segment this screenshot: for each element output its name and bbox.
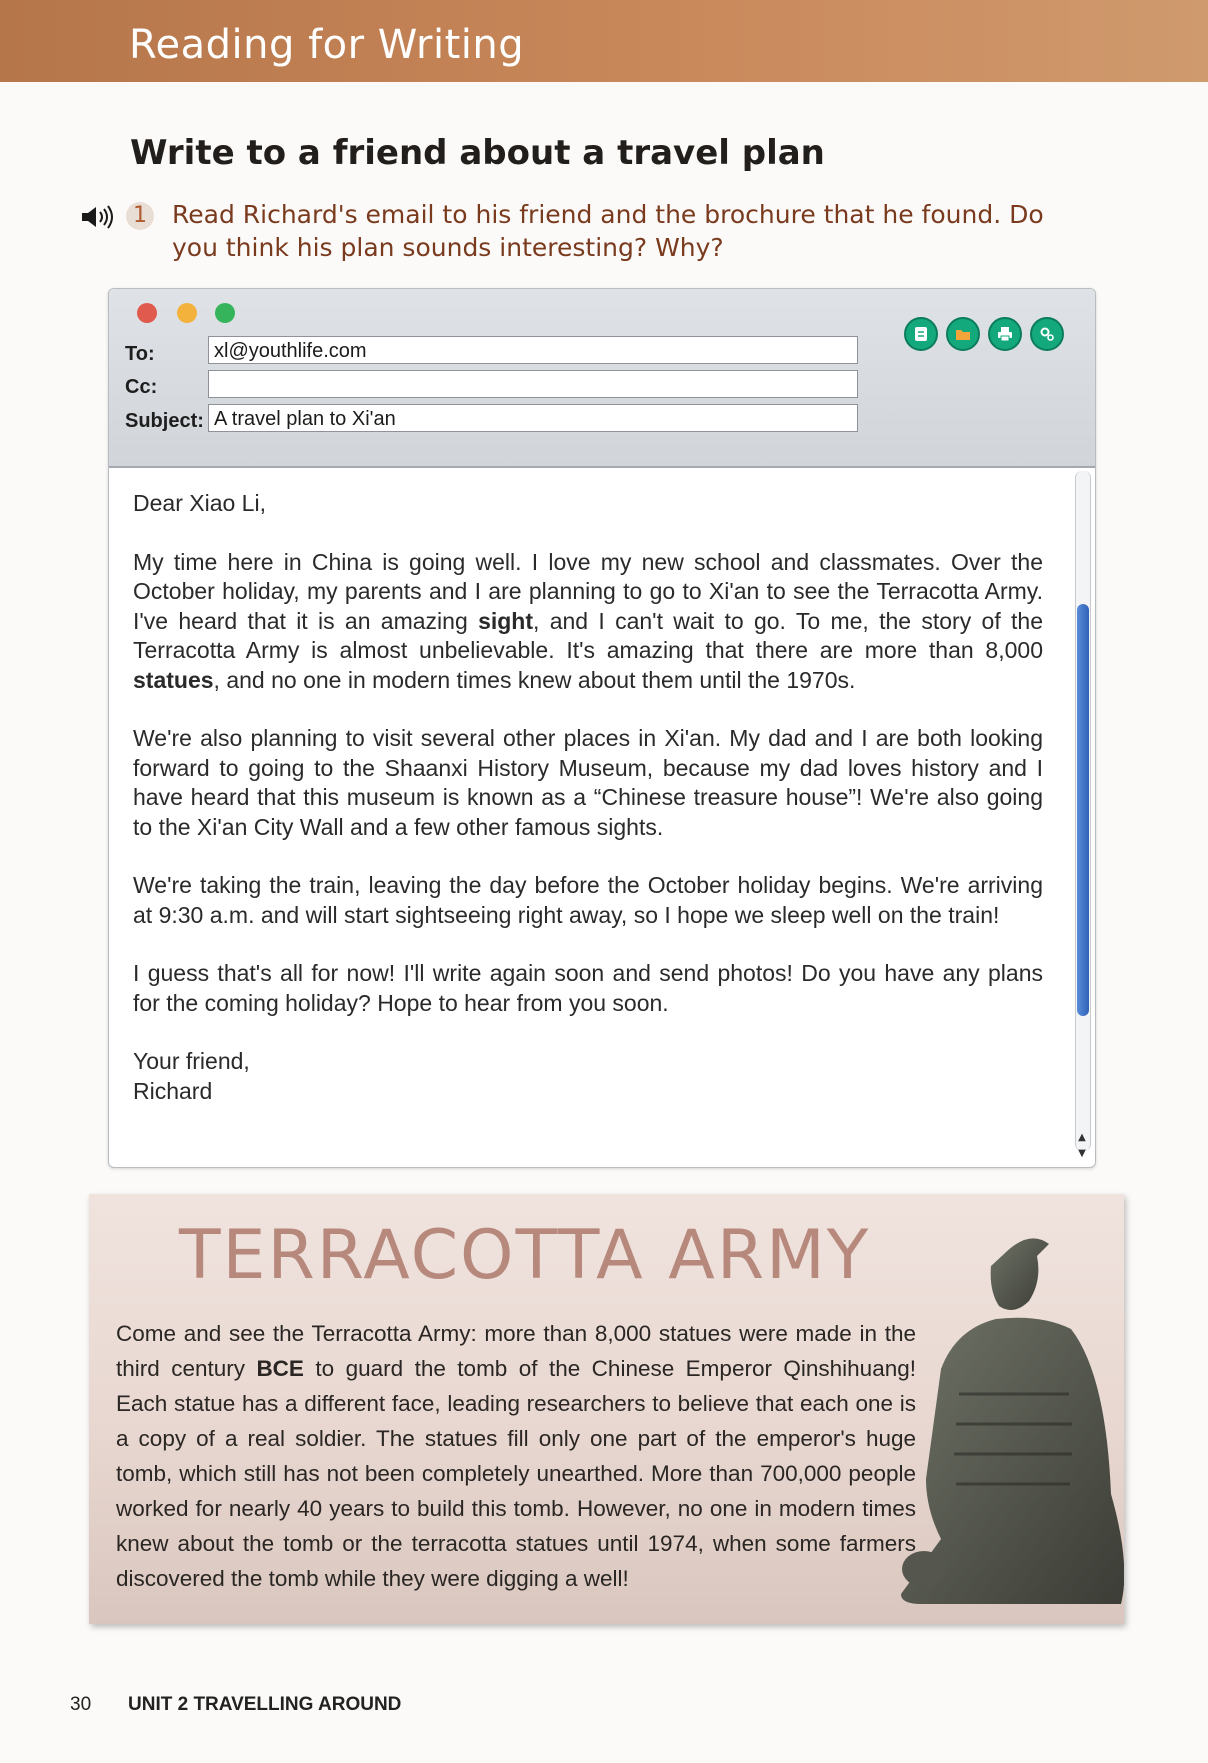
brochure-text: Come and see the Terracotta Army: more than 8,000 statues were made in the third century BCE to guard the tomb of the Chinese Emperor Qinshihuang! Each statue has a different face, leading researchers to believe that each one is a copy of a real soldier. The statues fill only one part of the emperor's huge tomb, which still has not been completely unearthed. More than 700,000 people worked for nearly 40 years to build this tomb. However, no one in modern times knew about the tomb or the terracotta statues until 1974, when some farmers discovered the tomb while they were digging a well! bbox=[116, 1321, 916, 1591]
vocab-sight: sight bbox=[478, 607, 534, 634]
subject-label: Subject: bbox=[125, 410, 204, 432]
to-label: To: bbox=[125, 343, 155, 365]
note-icon[interactable] bbox=[904, 317, 938, 351]
brochure-title: TERRACOTTA ARMY bbox=[179, 1216, 871, 1295]
email-body bbox=[133, 489, 1043, 1106]
subject-field[interactable]: A travel plan to Xi'an bbox=[208, 404, 858, 432]
task-instruction: Read Richard's email to his friend and the brochure that he found. Do you think his plan sounds interesting? Why? bbox=[172, 200, 1044, 262]
section-banner bbox=[0, 0, 1208, 82]
email-paragraph-3: We're taking the train, leaving the day before the October holiday begins. We're arriving at 9:30 a.m. and will start sightseeing right away, so I hope we sleep well on the train! bbox=[133, 872, 1043, 928]
cc-label: Cc: bbox=[125, 376, 158, 398]
vocab-bce: BCE bbox=[256, 1356, 304, 1381]
scrollbar-thumb[interactable] bbox=[1077, 604, 1089, 1016]
task-number: 1 bbox=[126, 202, 154, 230]
close-window-button[interactable] bbox=[137, 303, 157, 323]
unit-label: UNIT 2 TRAVELLING AROUND bbox=[128, 1694, 402, 1715]
email-closing: Your friend, bbox=[133, 1048, 250, 1074]
page-number: 30 bbox=[70, 1694, 92, 1715]
banner-title: Reading for Writing bbox=[129, 22, 525, 68]
email-signature: Richard bbox=[133, 1077, 213, 1104]
minimize-window-button[interactable] bbox=[177, 303, 197, 323]
email-greeting: Dear Xiao Li, bbox=[133, 490, 266, 516]
email-header bbox=[109, 289, 1095, 468]
maximize-window-button[interactable] bbox=[215, 303, 235, 323]
speaker-icon[interactable] bbox=[80, 204, 118, 230]
print-icon[interactable] bbox=[988, 317, 1022, 351]
cc-field[interactable] bbox=[208, 370, 858, 398]
email-paragraph-4: I guess that's all for now! I'll write again soon and send photos! Do you have any plans for the coming holiday? Hope to hear from you soon. bbox=[133, 960, 1043, 1016]
to-field[interactable]: xl@youthlife.com bbox=[208, 336, 858, 364]
brochure bbox=[89, 1194, 1124, 1624]
settings-icon[interactable] bbox=[1030, 317, 1064, 351]
scroll-up-icon[interactable]: ▲ bbox=[1078, 1132, 1086, 1143]
page-heading: Write to a friend about a travel plan bbox=[130, 133, 825, 173]
folder-icon[interactable] bbox=[946, 317, 980, 351]
email-paragraph-2: We're also planning to visit several other places in Xi'an. My dad and I are both looking forward to going to the Shaanxi History Museum, because my dad loves history and I have heard that this museum is known as a “Chinese treasure house”! We're also going to the Xi'an City Wall and a few other famous sights. bbox=[133, 725, 1043, 840]
terracotta-warrior-image bbox=[884, 1224, 1124, 1624]
vocab-statues: statues bbox=[133, 666, 214, 693]
scroll-down-icon[interactable]: ▼ bbox=[1078, 1148, 1086, 1159]
email-window bbox=[108, 288, 1096, 1168]
email-paragraph-1: My time here in China is going well. I love my new school and classmates. Over the October holiday, my parents and I are planning to go to Xi'an to see the Terracotta Army. I've heard that it is an amazing sight, and I can't wait to go. To me, the story of the Terracotta Army is almost unbelievable. It's amazing that there are more than 8,000 statues, and no one in modern times knew about them until the 1970s. bbox=[133, 548, 1043, 693]
